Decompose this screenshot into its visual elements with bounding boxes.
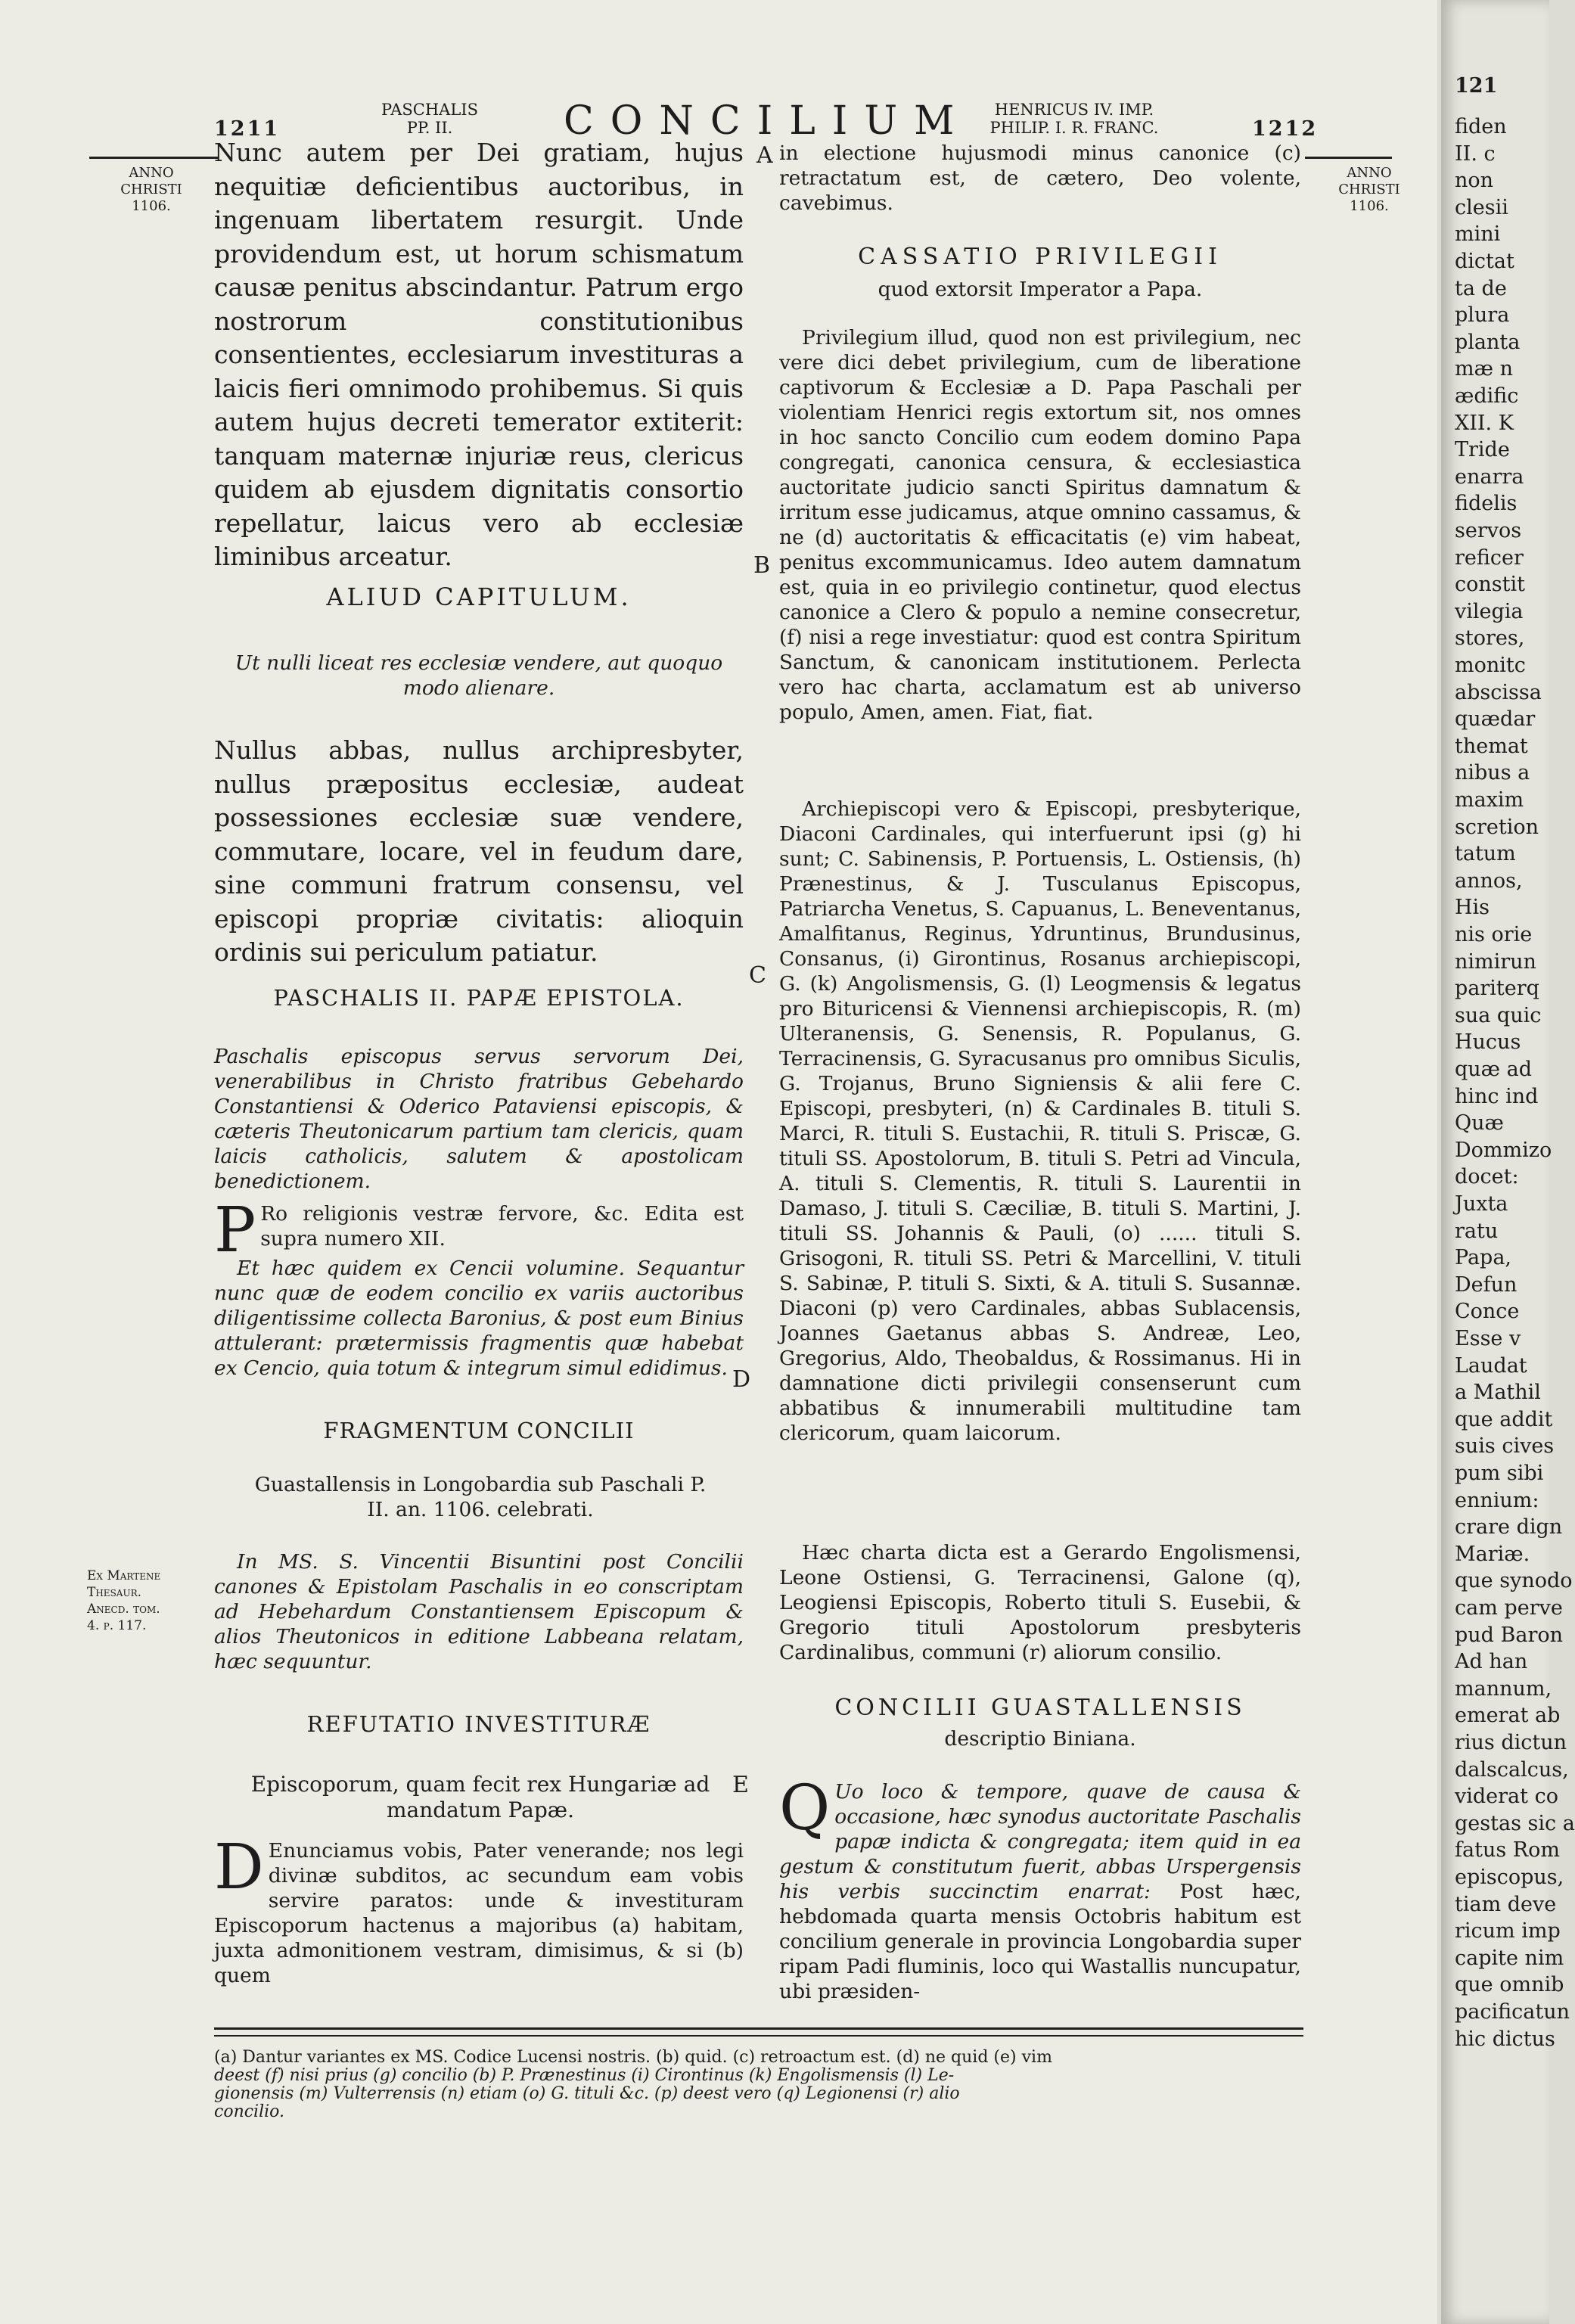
footnotes (214, 2049, 1303, 2121)
right-paragraph-3: Archiepiscopi vero & Episcopi, presbyterique, Diaconi Cardinales, qui interfuerunt ipsi (g) hi sunt; C. Sabinensis, P. Portuensis, L. Ostiensis, (h) Prænestinus, & J. Tusculanus Episcopus, Patriarcha Venetus, S. Capuanus, L. Beneventanus, Amalfitanus, Reginus, Ydruntinus, Brundusinus, Consanus, (i) Girontinus, Rosanus archiepiscopi, G. (k) Angolismensis, G. (l) Leogmensis & legatus pro Bituricensi & Viennensi archiepiscopis, R. (m) Ulteranensis, G. Senensis, R. Populanus, G. Terracinensis, G. Syracusanus pro omnibus Siculis, G. Trojanus, Bruno Signiensis & alii fere C. Episcopi, presbyteri, (n) & Cardinales B. tituli S. Marci, R. tituli S. Eustachii, R. tituli S. Priscæ, G. tituli SS. Apostolorum, B. tituli S. Petri ad Vincula, A. tituli S. Clementis, R. tituli S. Laurentii in Damaso, J. tituli S. Cæciliæ, B. tituli S. Martini, J. tituli SS. Johannis & Pauli, (o) ...... tituli S. Grisogoni, R. tituli SS. Petri & Marcellini, V. tituli S. Sabinæ, P. tituli S. Sixti, & A. tituli S. Susannæ. Diaconi (p) vero Cardinales, abbas Sublacensis, Joannes Gaetanus abbas S. Andreæ, Leo, Gregorius, Aldo, Theobaldus, & Rossimanus. Hi in damnatione dicti privilegii consenserunt cum abbatibus & innumerabili multitudine tam clericorum, quam laicorum. (779, 797, 1301, 1445)
next-page-line: docet: (1455, 1165, 1519, 1189)
next-page-line: hic dictus (1455, 2027, 1555, 2051)
next-page-line: ta de (1455, 276, 1507, 300)
next-page-line: His (1455, 896, 1490, 920)
right-paragraph-5 (779, 1773, 1301, 2004)
left-header-pope: PASCHALIS PP. II. (381, 101, 478, 137)
right-paragraph-5-italic: Uo loco & tempore, quave de causa & occasione, hæc synodus auctoritate Paschalis papæ indicta & congregata; item quid in ea gestum & constitutum fuerit, abbas Urspergensis his verbis succinctim enarrat: (779, 1780, 1301, 1903)
subheading-aliud-capitulum: Ut nulli liceat res ecclesiæ vendere, aut quoquo modo alienare. (235, 651, 723, 700)
next-page-line: emerat ab (1455, 1704, 1561, 1728)
left-paragraph-1: Nunc autem per Dei gratiam, hujus nequitiæ deficientibus auctoribus, in ingenuam libertatem resurgit. Unde providendum est, ut horum schismatum causæ penitus abscindantur. Patrum ergo nostrorum constitutionibus consentientes, ecclesiarum investituras a laicis fieri omnimodo prohibemus. Si quis autem hujus decreti temerator extiterit: tanquam maternæ injuriæ reus, clericus quidem ab ejusdem dignitatis consortio repellatur, laicus vero ab ecclesiæ liminibus arceatur. (214, 138, 744, 571)
left-paragraph-5: In MS. S. Vincentii Bisuntini post Concilii canones & Epistolam Paschalis in eo conscriptam ad Hebehardum Constantiensem Episcopum & alios Theutonicos in editione Labbeana relatam, hæc sequuntur. (214, 1550, 744, 1673)
footnote-rule-bottom (214, 2035, 1303, 2037)
right-paragraph-2: Privilegium illud, quod non est privilegium, nec vere dici debet privilegium, cum de liberatione captivorum & Ecclesiæ a D. Papa Paschali per violentiam Henrici regis extortum sit, nos omnes in hoc sancto Concilio cum eodem domino Papa congregati, canonica censura, & ecclesiastica auctoritate judicio sancti Spiritus damnatum & irritum esse judicamus, atque omnino cassamus, & ne (d) auctoritatis & efficacitatis (e) vim habeat, penitus excommunicamus. Ideo autem damnatum est, quia in eo privilegio continetur, quod electus canonice a Clero & populo a nemine consecretur, (f) nisi a rege investiatur: quod est contra Spiritum Sanctum, & canonicam institutionem. Perlecta vero hac charta, acclamatum est ab universo populo, Amen, amen. Fiat, fiat. (779, 326, 1301, 724)
left-paragraph-4: Et hæc quidem ex Cencii volumine. Sequantur nunc quæ de eodem concilio ex variis auctoribus diligentissime collecta Baronius, & post eum Binius attulerant: prætermissis fragmentis quæ habebat ex Cencio, quia totum & integrum simul edidimus. (214, 1257, 744, 1380)
next-page-line: pum sibi (1455, 1462, 1544, 1485)
next-page-line: ædific (1455, 384, 1519, 408)
dropcap-q: Q (779, 1773, 831, 1844)
next-page-line: dictat (1455, 250, 1514, 273)
left-paragraph-6 (214, 1832, 744, 1988)
left-paragraph-3-text: Ro religionis vestræ fervore, &c. Edita est supra numero XII. (260, 1202, 744, 1251)
next-page-line: cam perve (1455, 1596, 1563, 1620)
next-page-line: viderat co (1455, 1785, 1558, 1809)
next-page-line: crare dign (1455, 1515, 1563, 1539)
next-page-line: plura (1455, 303, 1510, 328)
section-letter-e: E (732, 1772, 749, 1798)
next-page-line: Papa, (1455, 1246, 1512, 1270)
next-page-line: clesii (1455, 195, 1508, 219)
subheading-fragmentum: Guastallensis in Longobardia sub Paschali P. II. an. 1106. celebrati. (254, 1473, 707, 1521)
next-page-line: capite nim (1455, 1946, 1564, 1970)
next-page-line: que addit (1455, 1407, 1553, 1431)
heading-fragmentum-concilii: FRAGMENTUM CONCILII (323, 1418, 635, 1443)
next-page-line: fiden (1455, 115, 1507, 138)
footnote-line-2: deest (f) nisi prius (g) concilio (b) P. Prænestinus (i) Cirontinus (k) Engolismensis (l) Le- (214, 2066, 955, 2085)
margin-dash-left (89, 157, 218, 159)
next-page-line: Laudat (1455, 1353, 1527, 1378)
next-page-line: fatus Rom (1455, 1838, 1560, 1863)
section-letter-a: A (756, 142, 773, 169)
epistola-salutation: Paschalis episcopus servus servorum Dei, venerabilibus in Christo fratribus Gebehardo Constantiensi & Oderico Pataviensi episcopis, & cæteris Theutonicarum partium tam clericis, quam laicis catholicis, salutem & apostolicam benedictionem. (214, 1045, 744, 1193)
next-page-line: suis cives (1455, 1434, 1555, 1459)
left-paragraph-3 (214, 1195, 744, 1266)
footnote-rule-top (214, 2027, 1303, 2030)
section-letter-c: C (749, 962, 766, 989)
next-page-line: XII. K (1455, 411, 1514, 435)
heading-concilii-guastallensis: CONCILII GUASTALLENSIS (834, 1695, 1246, 1721)
dropcap-d: D (214, 1832, 264, 1903)
next-page-line: mannum, (1455, 1676, 1552, 1701)
next-page-line: vilegia (1455, 599, 1524, 623)
right-paragraph-5-text: Post hæc, hebdomada quarta mensis Octobris habitum est concilium generale in provincia Longobardia super ripam Padi fluminis, loco qui Wastallis nuncupatur, ubi præsiden- (779, 1880, 1301, 2003)
next-page-line: ratu (1455, 1219, 1499, 1243)
heading-paschalis-epistola: PASCHALIS II. PAPÆ EPISTOLA. (273, 985, 685, 1011)
right-page-number: 1212 (1252, 117, 1319, 141)
heading-cassatio-privilegii: CASSATIO PRIVILEGII (858, 244, 1222, 270)
section-letter-d: D (732, 1366, 751, 1393)
footnote-line-3: gionensis (m) Vulterrensis (n) etiam (o) G. tituli &c. (p) deest vero (q) Legionensi (r) alio (214, 2084, 960, 2103)
footnote-line-1: (a) Dantur variantes ex MS. Codice Lucensi nostris. (b) quid. (c) retroactum est. (d) ne quid (e) vim (214, 2048, 1052, 2067)
left-year-note: ANNO CHRISTI 1106. (120, 165, 182, 214)
next-page-edge (1441, 0, 1575, 2324)
heading-refutatio-investiturae: REFUTATIO INVESTITURÆ (306, 1711, 651, 1737)
subheading-cassatio: quod extorsit Imperator a Papa. (878, 278, 1203, 301)
margin-dash-right (1305, 157, 1392, 159)
next-page-line: Defun (1455, 1272, 1518, 1297)
left-source-note: Ex Martene Thesaur. Anecd. tom. 4. p. 117. (87, 1568, 161, 1633)
next-page-line: pud Baron (1455, 1623, 1564, 1647)
heading-aliud-capitulum: ALIUD CAPITULUM. (326, 583, 632, 611)
right-header-rulers: HENRICUS IV. IMP. PHILIP. I. R. FRANC. (989, 101, 1159, 137)
next-page-line: ennium: (1455, 1488, 1539, 1512)
next-page-line: maxim (1455, 788, 1524, 812)
next-page-line: episcopus, (1455, 1866, 1564, 1889)
next-page-number: 121 (1455, 74, 1498, 98)
next-page-line: Ad han (1455, 1650, 1528, 1674)
next-page-line: gestas sic a (1455, 1811, 1575, 1835)
next-page-line: dalscalcus, (1455, 1757, 1569, 1782)
next-page-line: stores, (1455, 626, 1525, 651)
next-page-line: servos (1455, 519, 1522, 542)
right-year-note: ANNO CHRISTI 1106. (1338, 165, 1400, 214)
next-page-line: planta (1455, 330, 1521, 354)
left-page-number: 1211 (214, 117, 281, 141)
left-paragraph-6-text: Enunciamus vobis, Pater venerande; nos legi divinæ subditos, ac secundum eam vobis servire paratos: unde & investituram Episcoporum hactenus a majoribus (a) habitam, juxta admonitionem vestram, dimisimus, & si (b) quem (214, 1839, 744, 1987)
next-page-line: Tride (1455, 438, 1510, 462)
next-page-line: reficer (1455, 545, 1524, 570)
next-page-line: hinc ind (1455, 1084, 1539, 1108)
header-title: CONCILIUM (564, 98, 971, 144)
right-paragraph-4: Hæc charta dicta est a Gerardo Engolismensi, Leone Ostiensi, G. Terracinensi, Galone (q), Leogiensi Episcopis, Roberto tituli S. Eusebii, & Gregorio tituli Apostolorum presbyteris Cardinalibus, communi (r) aliorum consilio. (779, 1541, 1301, 1664)
subheading-refutatio: Episcoporum, quam fecit rex Hungariæ ad mandatum Papæ. (250, 1772, 710, 1822)
next-page-line: Mariæ. (1455, 1542, 1530, 1566)
next-page-line: pariterq (1455, 977, 1539, 1001)
next-page-line: scretion (1455, 815, 1539, 839)
next-page-line: Juxta (1455, 1192, 1508, 1216)
next-page-line: que synodo (1455, 1569, 1573, 1593)
next-page-line: fidelis (1455, 492, 1518, 516)
next-page-line: nimirun (1455, 949, 1536, 974)
next-page-line: constit (1455, 573, 1525, 597)
next-page-line: Quæ (1455, 1111, 1504, 1136)
section-letter-b: B (753, 552, 771, 579)
next-page-line: annos, (1455, 868, 1523, 893)
next-page-line: Dommizo (1455, 1138, 1552, 1162)
next-page-line: que omnib (1455, 1973, 1564, 1997)
right-paragraph-1: in electione hujusmodi minus canonice (c) retractatum est, de cætero, Deo volente, cavebimus. (779, 141, 1301, 215)
footnote-line-4: concilio. (214, 2102, 285, 2121)
next-page-line: Conce (1455, 1300, 1520, 1324)
next-page-line: tiam deve (1455, 1892, 1557, 1916)
next-page-line: nis orie (1455, 923, 1533, 946)
next-page-line: tatum (1455, 842, 1516, 866)
next-page-line: quæ ad (1455, 1058, 1533, 1081)
next-page-line: quædar (1455, 707, 1536, 732)
next-page-line: monitc (1455, 654, 1526, 677)
next-page-line: ricum imp (1455, 1919, 1561, 1943)
next-page-line: a Mathil (1455, 1381, 1541, 1405)
next-page-line: rius dictun (1455, 1731, 1567, 1754)
next-page-line: non (1455, 169, 1494, 193)
next-page-line: nibus a (1455, 761, 1530, 785)
subheading-guastallensis: descriptio Biniana. (944, 1727, 1136, 1751)
next-page-line: enarra (1455, 464, 1524, 489)
next-page-line: abscissa (1455, 680, 1542, 704)
next-page-line: sua quic (1455, 1003, 1542, 1027)
dropcap-p: P (214, 1195, 256, 1266)
next-page-line: mini (1455, 222, 1501, 247)
next-page-line: Esse v (1455, 1327, 1521, 1350)
next-page-line: mæ n (1455, 357, 1513, 381)
next-page-line: pacificatun (1455, 2000, 1570, 2024)
left-paragraph-2: Nullus abbas, nullus archipresbyter, nullus præpositus ecclesiæ, audeat possessiones ecclesiæ suæ vendere, commutare, locare, vel in feudum dare, sine communi fratrum consensu, vel episcopi propriæ civitatis: alioquin ordinis sui periculum patiatur. (214, 735, 744, 967)
next-page-line: Hucus (1455, 1030, 1521, 1055)
next-page-line: themat (1455, 734, 1528, 758)
next-page-line: II. c (1455, 141, 1496, 166)
